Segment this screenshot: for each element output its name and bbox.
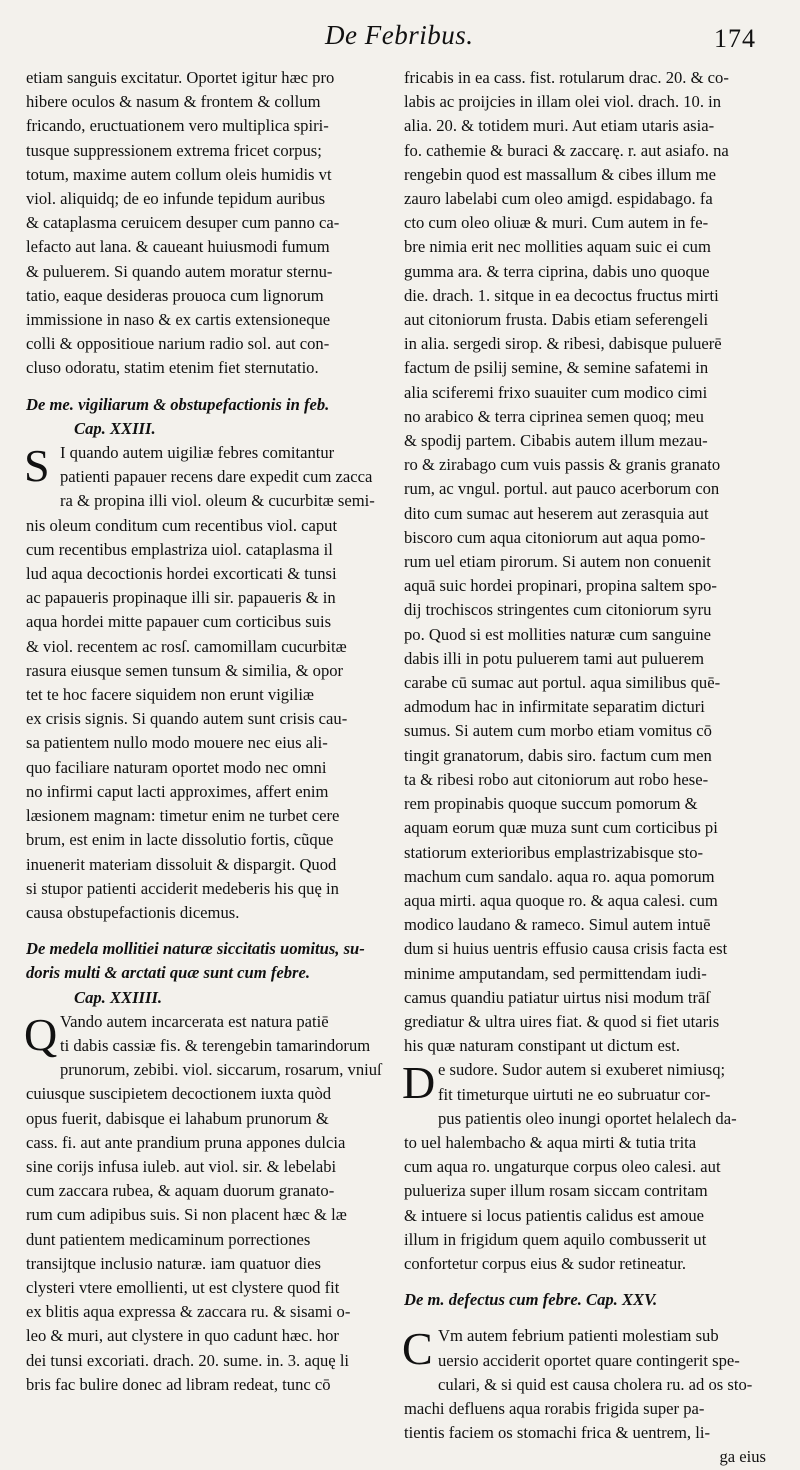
text-line: tingit granatorum, dabis siro. factum cum men [404, 745, 712, 765]
text-line: minime amputandam, sed permittendam iudi- [404, 963, 707, 983]
text-line: ra & propina illi viol. oleum & cucurbitæ semi- [60, 491, 375, 511]
text-line: his quæ naturam constipant ut dictum est. [404, 1036, 681, 1056]
text-line: colli & oppositioue narium radio sol. aut con- [26, 334, 330, 354]
text-line: confortetur corpus eius & sudor retineatur. [404, 1253, 687, 1273]
text-line: hibere oculos & nasum & frontem & collum [26, 92, 321, 112]
text-line: sine corijs infusa iuleb. aut viol. sir. & lebelabi [26, 1156, 337, 1176]
text-line: factum de psilij semine, & semine safatemi in [404, 358, 709, 378]
text-line: aquam eorum quæ muza sunt cum corticibus pi [404, 818, 718, 838]
drop-capital: D [402, 1057, 436, 1109]
chapter-24-paragraph [26, 1010, 386, 1397]
text-line: immissione in naso & ex cartis extensioneque [26, 310, 331, 330]
text-line: tatio, eaque desideras prouoca cum lignorum [26, 285, 324, 305]
text-line: ro & zirabago cum vuis passis & granis granato [404, 455, 721, 475]
text-line: carabe cū sumac aut portul. aqua similibus quē- [404, 673, 721, 693]
text-line: aquā suic hordei propinari, propina saltem spo- [404, 576, 717, 596]
text-line: no arabico & terra ciprinea semen quoq; meu [404, 406, 704, 426]
text-line: dum si huius uentris effusio causa crisis facta est [404, 939, 728, 959]
text-line: dabis illi in potu puluerem tami aut puluerem [404, 648, 705, 668]
chapter-23-paragraph [26, 441, 386, 925]
text-line: Cap. XXIII. [74, 418, 156, 438]
text-line: biscoro cum aqua citoniorum aut aqua pomo- [404, 527, 706, 547]
text-line: ta & ribesi robo aut citoniorum aut robo hese- [404, 769, 709, 789]
text-line: lud aqua decoctionis hordei excorticati & tunsi [26, 564, 337, 584]
text-line: rasura eiusque semen tunsum & similia, & opor [26, 660, 344, 680]
text-line: Cap. XXIIII. [74, 987, 163, 1007]
text-line: machi defluens aqua rorabis frigida super pa- [404, 1398, 705, 1418]
text-line: illum in frigidum quem aquilo combusserit ut [404, 1229, 707, 1249]
text-line: uersio acciderit oportet quare contingerit spe- [438, 1350, 740, 1370]
text-line: cuiusque suscipietem decoctionem iuxta quòd [26, 1084, 332, 1104]
catchword: ga eius [719, 1447, 766, 1467]
text-line: fo. cathemie & buraci & zaccarę. r. aut asiafo. na [404, 140, 729, 160]
text-line: leo & muri, aut clystere in quo cadunt hæc. hor [26, 1326, 339, 1346]
text-line: cto cum oleo oliuæ & muri. Cum autem in fe- [404, 213, 709, 233]
text-block [404, 66, 776, 1058]
de-sudore-paragraph [404, 1058, 776, 1276]
text-line: aqua hordei mitte papauer cum corticibus suis [26, 612, 332, 632]
text-line: labis ac proijcies in illam olei viol. drach. 10. in [404, 92, 722, 112]
text-line: ti dabis cassiæ fis. & terengebin tamarindorum [60, 1035, 371, 1055]
text-line: pulueriza super illum rosam siccam contritam [404, 1181, 708, 1201]
text-line: patienti papauer recens dare expedit cum zacca [60, 467, 373, 487]
text-line: causa obstupefactionis dicemus. [26, 902, 240, 922]
text-line: transijtque inclusio naturæ. iam quatuor dies [26, 1253, 321, 1273]
text-line: modico laudano & rameco. Simul autem intuē [404, 915, 711, 935]
text-line: dunt patientem medicaminum porrectiones [26, 1229, 311, 1249]
chapter-heading-23 [26, 393, 386, 441]
text-line: alia sciferemi frixo suauiter cum modico cimi [404, 382, 708, 402]
text-line: cluso odoratu, statim etenim fiet sternutatio. [26, 358, 319, 378]
text-line: Vando autem incarcerata est natura patiē [60, 1011, 329, 1031]
text-line: & cataplasma ceruicem desuper cum panno ca- [26, 213, 340, 233]
text-line: viol. aliquidq; de eo infunde tepidum auribus [26, 189, 326, 209]
text-line: & puluerem. Si quando autem moratur sternu- [26, 261, 333, 281]
text-line: dito cum sumac aut heserem aut zerasquia aut [404, 503, 709, 523]
text-line: statiorum exterioribus emplastrizabisque sto- [404, 842, 704, 862]
text-line: alia. 20. & totidem muri. Aut etiam utaris asia- [404, 116, 715, 136]
text-line: nis oleum conditum cum recentibus viol. caput [26, 515, 338, 535]
text-line: tientis faciem os stomachi frica & uentrem, li- [404, 1423, 710, 1443]
text-line: brum, est enim in lacte dissolutio fortis, cũque [26, 830, 334, 850]
text-line: to uel halembacho & aqua mirti & tutia trita [404, 1132, 697, 1152]
text-line: Vm autem febrium patienti molestiam sub [438, 1326, 719, 1346]
right-column [404, 66, 776, 1470]
text-line: fit timeturque uirtuti ne eo subruatur cor- [438, 1084, 711, 1104]
text-line: camus quandiu patiatur uirtus nisi modum trāſ [404, 987, 711, 1007]
text-line: aqua mirti. aqua quoque ro. & aqua calesi. cum [404, 890, 718, 910]
text-line: ac papaueris propinaque illi sir. papaueris & in [26, 588, 336, 608]
text-line: no infirmi caput lacti approximes, affert enim [26, 781, 329, 801]
text-line: totum, maxime autem collum oleis humidis vt [26, 164, 332, 184]
text-line: machum cum sandalo. aqua ro. aqua pomorum [404, 866, 715, 886]
text-line: die. drach. 1. sitque in ea decoctus fructus mirti [404, 285, 719, 305]
text-line: grediatur & ultra uires fiat. & quod si fiet utaris [404, 1011, 720, 1031]
text-line: admodum hac in infirmitate separatim dicturi [404, 697, 705, 717]
text-line: tet te hoc facere siquidem non erunt vigiliæ [26, 685, 315, 705]
text-line: prunorum, zebibi. viol. siccarum, rosarum, vniuſ [60, 1060, 382, 1080]
text-line: quo faciliare naturam oportet modo nec omni [26, 757, 327, 777]
text-line: doris multi & arctati quæ sunt cum febre. [26, 963, 310, 983]
text-line: zauro labelabi cum oleo amigd. espidabago. fa [404, 189, 713, 209]
chapter-heading-24 [26, 937, 386, 1010]
text-line: opus fuerit, dabisque ei lahabum prunorum & [26, 1108, 329, 1128]
text-line: & intuere si locus patientis calidus est amoue [404, 1205, 705, 1225]
text-line: rum cum adipibus suis. Si non placent hæc & læ [26, 1205, 347, 1225]
text-line: ex blitis aqua expressa & zaccara ru. & sisami o- [26, 1302, 351, 1322]
text-line: & viol. recentem ac rosſ. camomillam cucurbitæ [26, 636, 347, 656]
text-line: bris fac bulire donec ad libram redeat, tunc cō [26, 1374, 331, 1394]
text-line: dei tunsi excoriati. drach. 20. sume. in. 3. aquę li [26, 1350, 350, 1370]
text-block [26, 66, 386, 381]
text-line: clysteri vtere emollienti, ut est clystere quod fit [26, 1277, 340, 1297]
left-column [26, 66, 386, 1397]
drop-capital: S [24, 440, 50, 492]
text-line: & spodij partem. Cibabis autem illum mezau- [404, 431, 708, 451]
text-line: inuenerit materiam dissoluit & dispargit. Quod [26, 854, 337, 874]
text-line: De medela mollitiei naturæ siccitatis uomitus, su- [26, 939, 365, 959]
text-line: rum, ac vngul. portul. aut pauco acerborum con [404, 479, 720, 499]
text-line: e sudore. Sudor autem si exuberet nimiusq; [438, 1060, 726, 1080]
drop-capital: C [402, 1323, 433, 1375]
page-number: 174 [714, 24, 756, 53]
text-line: sumus. Si autem cum morbo etiam vomitus cō [404, 721, 712, 741]
text-line: I quando autem uigiliæ febres comitantur [60, 443, 335, 463]
text-line: si stupor patienti acciderit medeberis his quę in [26, 878, 339, 898]
text-line: gumma ara. & terra ciprina, dabis uno quoque [404, 261, 710, 281]
text-line: etiam sanguis excitatur. Oportet igitur hæc pro [26, 68, 335, 87]
text-line: cum aqua ro. ungaturque corpus oleo calesi. aut [404, 1157, 721, 1177]
text-line: rengebin quod est massallum & cibes illum me [404, 164, 716, 184]
running-head: De Febribus. [325, 20, 474, 50]
text-line: cass. fi. aut ante prandium pruna appones dulcia [26, 1132, 346, 1152]
text-line: bre nimia erit nec mollities aquam suic ei cum [404, 237, 711, 257]
text-line: culari, & si quid est causa cholera ru. ad os sto- [438, 1374, 753, 1394]
text-line: ex crisis signis. Si quando autem sunt crisis cau- [26, 709, 348, 729]
chapter-25-paragraph [404, 1324, 776, 1445]
text-line: aut citoniorum frusta. Dabis etiam seferengeli [404, 310, 709, 330]
text-line: po. Quod si est mollities naturæ cum sanguine [404, 624, 711, 644]
chapter-heading-25: De m. defectus cum febre. Cap. XXV. [404, 1290, 658, 1310]
text-line: læsionem magnam: timetur enim ne turbet cere [26, 806, 340, 826]
text-line: fricabis in ea cass. fist. rotularum drac. 20. & co- [404, 68, 729, 87]
text-line: tusque suppressionem extrema fricet corpus; [26, 140, 322, 160]
text-line: fricando, eructuationem vero multiplica spiri- [26, 116, 329, 136]
text-line: rem propinabis quoque succum pomorum & [404, 794, 698, 814]
drop-capital: Q [24, 1008, 58, 1060]
text-line: De me. vigiliarum & obstupefactionis in feb. [26, 394, 330, 414]
text-line: cum zaccara rubea, & aquam duorum granato- [26, 1181, 335, 1201]
text-line: in alia. sergedi sirop. & ribesi, dabisque puluerē [404, 334, 722, 354]
text-line: dij trochiscos stringentes cum citoniorum syru [404, 600, 712, 620]
text-line: cum recentibus emplastriza uiol. cataplasma il [26, 539, 333, 559]
text-line: lefacto aut lana. & caueant huiusmodi fumum [26, 237, 330, 257]
text-line: rum uel etiam pirorum. Si autem non conuenit [404, 552, 711, 572]
text-line: pus patientis oleo inungi oportet helalech da- [438, 1108, 737, 1128]
text-line: sa patientem nullo modo mouere nec eius ali- [26, 733, 328, 753]
